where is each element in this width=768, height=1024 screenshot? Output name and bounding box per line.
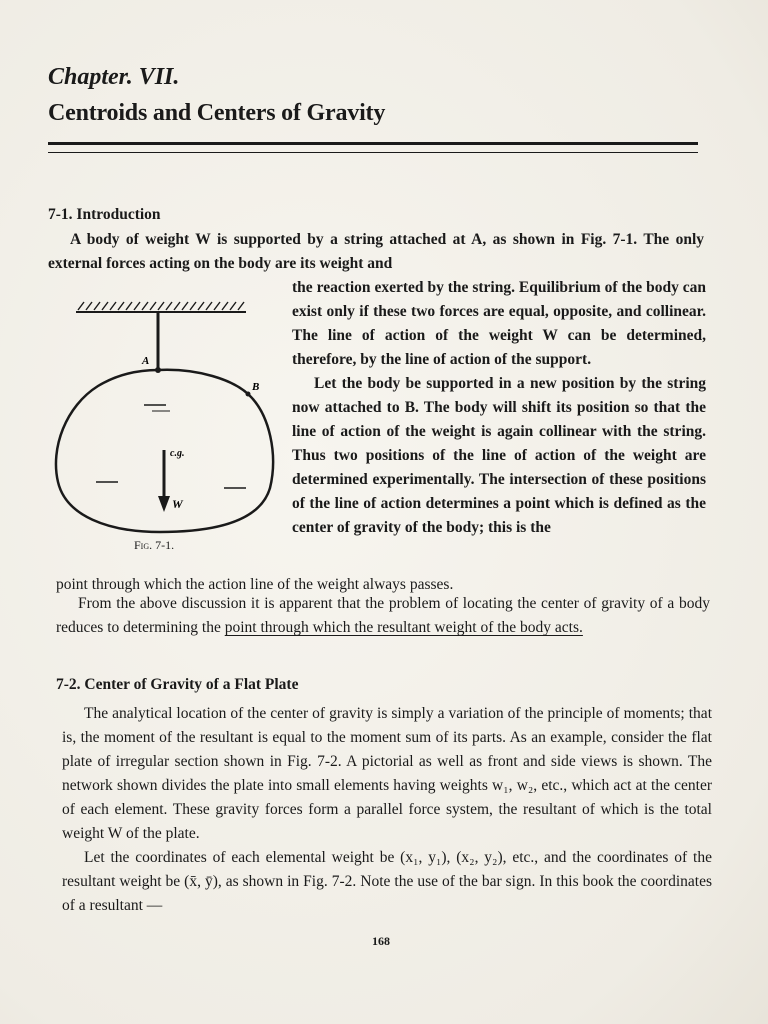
label-cg: c.g. — [170, 448, 185, 459]
section-7-2-paragraph-1: The analytical location of the center of gravity is simply a variation of the principle of moments; that is, the moment of the resultant is equal to the moment sum of its parts. As an example, consider the flat plate of irregular section shown in Fig. 7-2. A pictorial as well as front and side views is shown. The network shown divides the plate into small elements having weights w₁, w₂, etc., which act at the center of each element. These gravity forces form a parallel force system, the resultant of which is the total weight W of the plate. — [62, 705, 712, 842]
ceiling-hatching — [78, 302, 244, 310]
weight-arrowhead — [158, 496, 170, 512]
after-figure-line: point through which the action line of the weight always passes. — [56, 576, 454, 593]
header-rule-thick — [48, 142, 698, 145]
paragraph-3-start: From the above discussion it is apparent that the problem of locating the center of gravity of a body reduces to determining the — [56, 595, 710, 636]
label-w: W — [172, 497, 183, 511]
section-heading-7-2: 7-2. Center of Gravity of a Flat Plate — [56, 676, 299, 693]
wrap-paragraph-2: Let the body be supported in a new position by the string now attached to B. The body will shift its position so that the line of action of the weight is again collinear with the string. Thus two positions of the line of action of the weight are determined experimentally. The intersection of these positions of the line of action determines a point which is defined as the center of gravity of the body; this is the — [292, 375, 706, 536]
wrapped-text-block — [292, 276, 706, 540]
figure-7-1 — [48, 290, 288, 560]
page-number: 168 — [372, 934, 390, 948]
point-a — [155, 367, 161, 373]
intro-paragraph: A body of weight W is supported by a string attached at A, as shown in Fig. 7-1. The only external forces acting on the body are its weight and — [48, 231, 704, 272]
section-7-2-paragraph-2: Let the coordinates of each elemental weight be (x₁, y₁), (x₂, y₂), etc., and the coordinates of the resultant weight be (x̄, ȳ), as shown in Fig. 7-2. Note the use of the bar sign. In this book the coordinates of a resultant — — [62, 849, 712, 914]
section-7-2-body — [62, 702, 712, 918]
header-rule-thin — [48, 152, 698, 153]
point-b — [246, 392, 251, 397]
wrap-paragraph-1: the reaction exerted by the string. Equilibrium of the body can exist only if these two forces are equal, opposite, and collinear. The line of action of the weight W can be determined, therefore, by the line of action of the support. — [292, 279, 706, 368]
section-heading-7-1: 7-1. Introduction — [48, 206, 161, 223]
chapter-label: Chapter. VII. — [48, 64, 180, 90]
paragraph-3-underlined: point through which the resultant weight of the body acts. — [224, 619, 583, 636]
paragraph-3 — [56, 592, 710, 640]
chapter-title: Centroids and Centers of Gravity — [48, 100, 386, 126]
figure-caption: Fig. 7-1. — [134, 538, 175, 552]
label-b: B — [252, 381, 260, 393]
label-a: A — [142, 355, 150, 367]
